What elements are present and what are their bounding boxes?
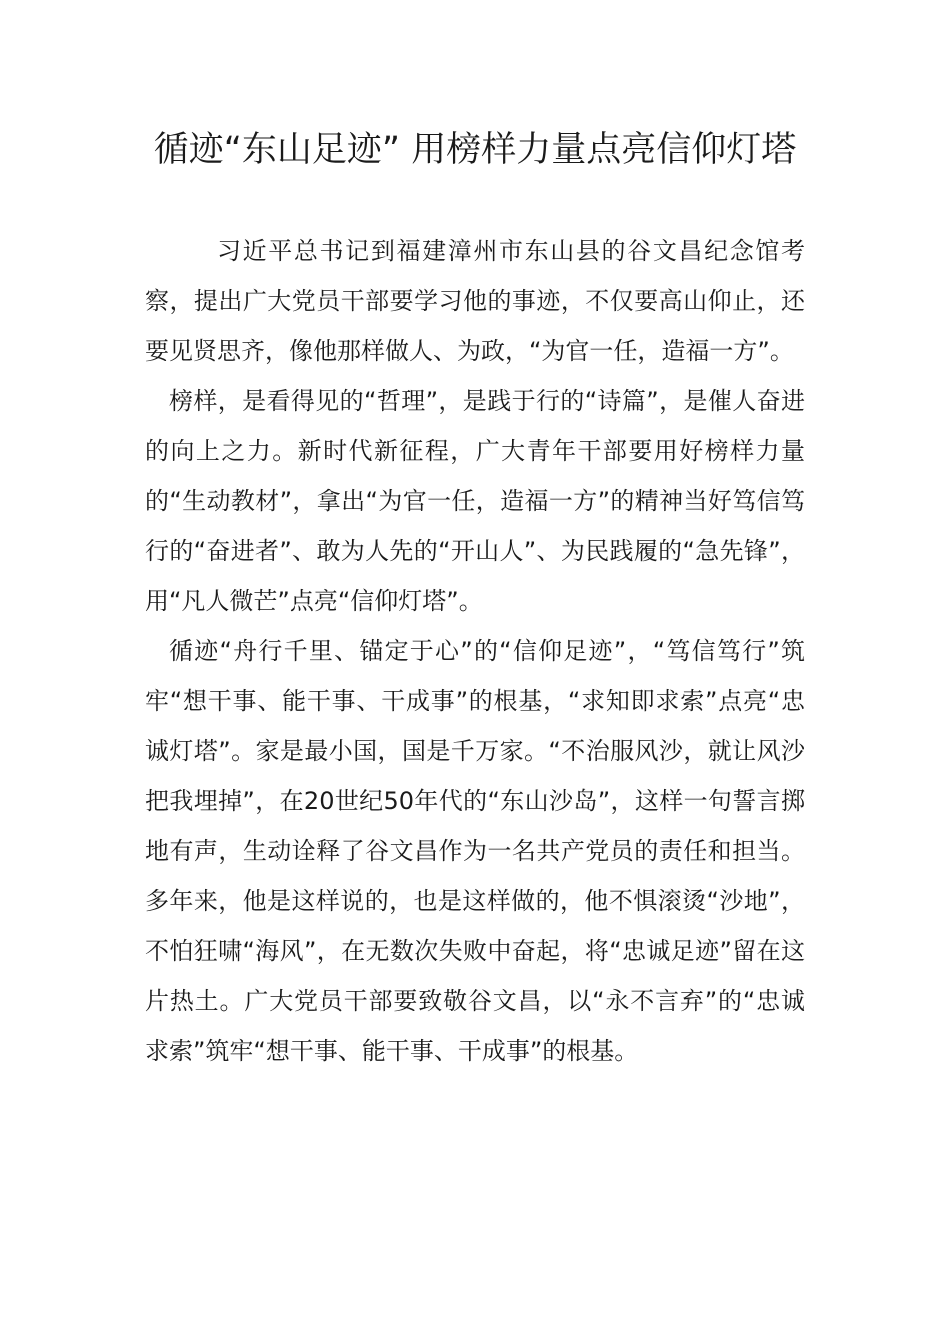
document-body xyxy=(145,226,805,1076)
paragraph-2: 榜样，是看得见的“哲理”，是践于行的“诗篇”，是催人奋进的向上之力。新时代新征程，广大青年干部要用好榜样力量的“生动教材”，拿出“为官一任，造福一方”的精神当好笃信笃行的“奋进者”、敢为人先的“开山人”、为民践履的“急先锋”，用“凡人微芒”点亮“信仰灯塔”。 xyxy=(145,387,805,615)
paragraph-3: 循迹“舟行千里、锚定于心”的“信仰足迹”，“笃信笃行”筑牢“想干事、能干事、干成事”的根基，“求知即求索”点亮“忠诚灯塔”。家是最小国，国是千万家。“不治服风沙，就让风沙把我埋掉”，在20世纪50年代的“东山沙岛”，这样一句誓言掷地有声，生动诠释了谷文昌作为一名共产党员的责任和担当。多年来，他是这样说的，也是这样做的，他不惧滚烫“沙地”，不怕狂啸“海风”，在无数次失败中奋起，将“忠诚足迹”留在这片热土。广大党员干部要致敬谷文昌，以“永不言弃”的“忠诚求索”筑牢“想干事、能干事、干成事”的根基。 xyxy=(145,637,805,1065)
document-title: 循迹“东山足迹” 用榜样力量点亮信仰灯塔 xyxy=(153,130,797,170)
paragraph-1: 习近平总书记到福建漳州市东山县的谷文昌纪念馆考察，提出广大党员干部要学习他的事迹，不仅要高山仰止，还要见贤思齐，像他那样做人、为政，“为官一任，造福一方”。 xyxy=(145,237,805,365)
